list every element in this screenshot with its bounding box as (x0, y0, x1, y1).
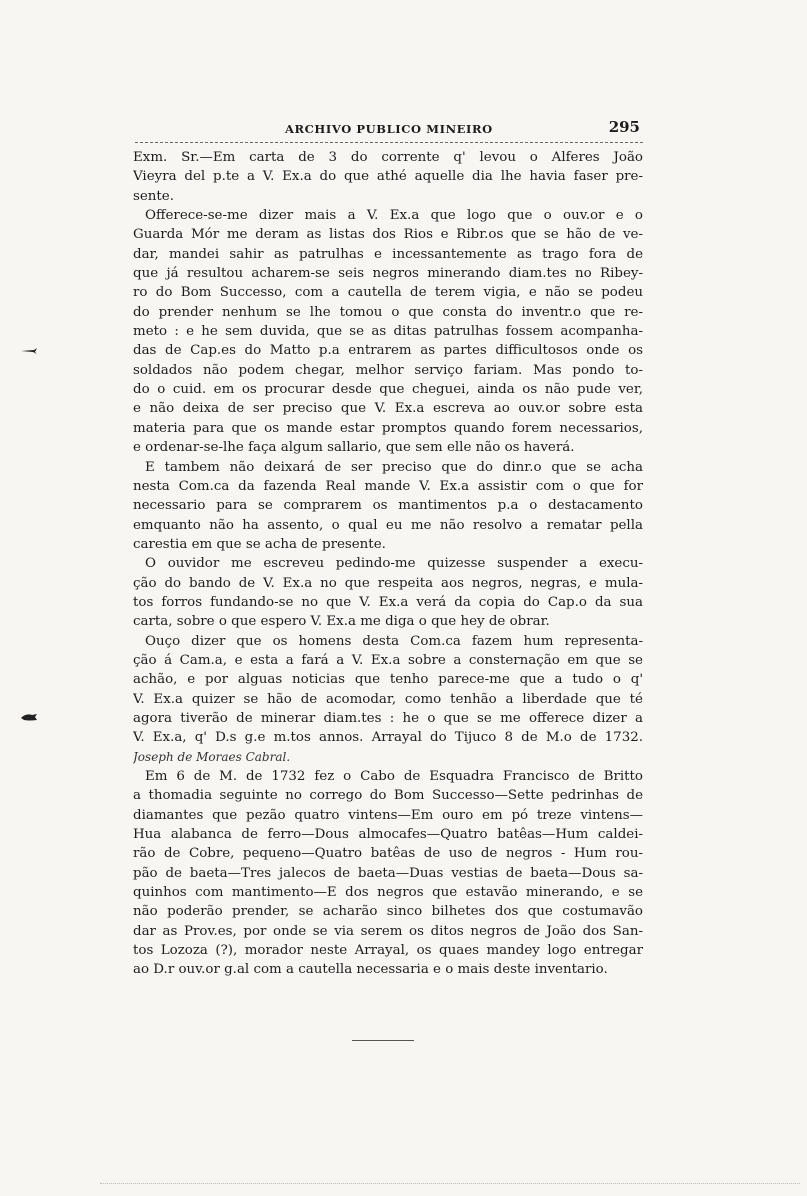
margin-hand-icon (20, 713, 38, 721)
text-line: necessario para se comprarem os mantimentos p.a o destacamento (133, 498, 643, 514)
text-line: meto : e he sem duvida, que se as ditas patrulhas fossem acompanha- (133, 324, 643, 340)
text-line: carta, sobre o que espero V. Ex.a me diga o que hey de obrar. (133, 614, 550, 630)
signature-line: Joseph de Moraes Cabral. (133, 749, 291, 764)
margin-arrow-icon (20, 347, 38, 355)
text-line: tos Lozoza (?), morador neste Arrayal, os quaes mandey logo entregar (133, 943, 643, 959)
text-line: Vieyra del p.te a V. Ex.a do que athé aquelle dia lhe havia faser pre- (133, 169, 643, 185)
text-line: ção do bando de V. Ex.a no que respeita aos negros, negras, e mula- (133, 575, 643, 591)
text-line: dar as Prov.es, por onde se via serem os ditos negros de João dos San- (133, 923, 643, 939)
page-bottom-edge (100, 1183, 800, 1185)
body-text (133, 148, 643, 980)
header-rule (135, 142, 643, 144)
text-line: ro do Bom Successo, com a cautella de terem vigia, e não se podeu (133, 285, 643, 301)
text-line: Em 6 de M. de 1732 fez o Cabo de Esquadra Francisco de Britto (145, 769, 643, 784)
page-number: 295 (608, 118, 640, 136)
text-line: V. Ex.a, q' D.s g.e m.tos annos. Arrayal do Tijuco 8 de M.o de 1732. (133, 730, 643, 746)
text-line: e não deixa de ser preciso que V. Ex.a escreva ao ouv.or sobre esta (133, 401, 643, 417)
text-line: V. Ex.a quizer se hão de acomodar, como tenhão a liberdade que té (133, 691, 643, 707)
text-line: Hua alabanca de ferro—Dous almocafes—Quatro batêas—Hum caldei- (133, 827, 643, 843)
text-line: tos forros fundando-se no que V. Ex.a verá da copia do Cap.o da sua (133, 594, 643, 610)
text-line: carestia em que se acha de presente. (133, 536, 386, 552)
text-line: que já resultou acharem-se seis negros minerando diam.tes no Ribey- (133, 266, 643, 282)
text-line: dar, mandei sahir as patrulhas e incessantemente as trago fora de (133, 246, 643, 262)
text-line: quinhos com mantimento—E dos negros que estavão minerando, e se (133, 885, 643, 901)
text-line: e ordenar-se-lhe faça algum sallario, que sem elle não os haverá. (133, 440, 575, 456)
text-line: achão, e por alguas noticias que tenho parece-me que a tudo o q' (133, 672, 643, 688)
running-title: ARCHIVO PUBLICO MINEIRO (285, 122, 493, 136)
text-line: Offerece-se-me dizer mais a V. Ex.a que logo que o ouv.or e o (145, 208, 643, 224)
section-end-rule (352, 1040, 414, 1041)
text-line: Guarda Mór me deram as listas dos Rios e Ribr.os que se hão de ve- (133, 227, 643, 243)
text-line: diamantes que pezão quatro vintens—Em ouro em pó treze vintens— (133, 807, 643, 823)
text-line: sente. (133, 188, 174, 204)
page-header (128, 118, 648, 140)
text-line: Exm. Sr.—Em carta de 3 do corrente q' levou o Alferes João (133, 150, 643, 165)
text-line: nesta Com.ca da fazenda Real mande V. Ex.a assistir com o que for (133, 478, 643, 494)
text-line: emquanto não ha assento, o qual eu me não resolvo a rematar pella (133, 517, 643, 533)
text-line: do prender nenhum se lhe tomou o que consta do inventr.o que re- (133, 304, 643, 320)
text-line: não poderão prender, se acharão sinco bilhetes dos que costumavão (133, 904, 643, 920)
text-line: das de Cap.es do Matto p.a entrarem as partes difficultosos onde os (133, 343, 643, 359)
text-line: E tambem não deixará de ser preciso que do dinr.o que se acha (145, 459, 643, 475)
text-line: materia para que os mande estar promptos quando forem necessarios, (133, 420, 643, 436)
text-line: agora tiverão de minerar diam.tes : he o que se me offerece dizer a (133, 710, 643, 726)
text-line: O ouvidor me escreveu pedindo-me quizesse suspender a execu- (145, 556, 643, 572)
text-line: a thomadia seguinte no corrego do Bom Successo—Sette pedrinhas de (133, 788, 643, 804)
text-line: ao D.r ouv.or g.al com a cautella necessaria e o mais deste inventario. (133, 962, 608, 978)
text-line: do o cuid. em os procurar desde que cheguei, ainda os não pude ver, (133, 382, 643, 398)
text-line: pão de baeta—Tres jalecos de baeta—Duas vestias de baeta—Dous sa- (133, 865, 643, 881)
text-line: soldados não podem chegar, melhor serviço fariam. Mas pondo to- (133, 362, 643, 378)
text-line: ção á Cam.a, e esta a fará a V. Ex.a sobre a consternação em que se (133, 652, 643, 668)
text-line: Ouço dizer que os homens desta Com.ca fazem hum representa- (145, 633, 643, 649)
text-line: rão de Cobre, pequeno—Quatro batêas de uso de negros - Hum rou- (133, 846, 643, 862)
